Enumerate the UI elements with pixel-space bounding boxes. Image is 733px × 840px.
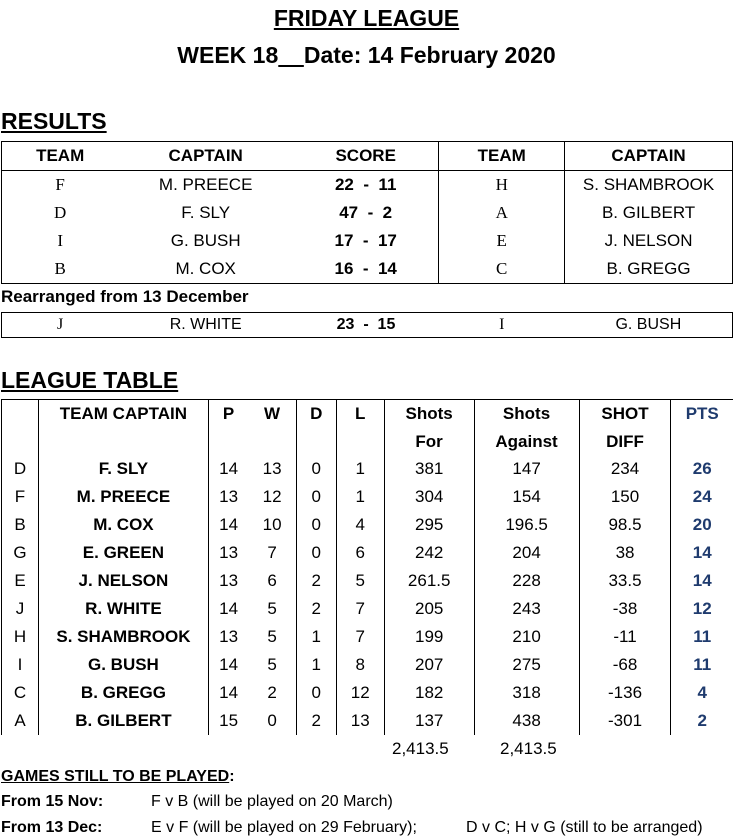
league-heading: LEAGUE TABLE — [1, 367, 179, 393]
shots-against-cell: 210 — [474, 623, 579, 651]
played-cell: 13 — [208, 483, 248, 511]
team-letter-cell: H — [13, 627, 27, 646]
captain-cell: B. GREGG — [565, 255, 733, 284]
captain-cell: R. WHITE — [38, 595, 208, 623]
col-shots-against: Shots — [474, 400, 579, 429]
col-captain: CAPTAIN — [168, 146, 243, 165]
shot-diff-cell: 98.5 — [579, 511, 671, 539]
team-letter-cell: B — [14, 515, 26, 534]
captain-cell: S. SHAMBROOK — [565, 171, 733, 200]
lost-cell: 4 — [336, 511, 384, 539]
lost-cell: 7 — [336, 595, 384, 623]
won-cell: 0 — [267, 711, 277, 730]
played-cell: 13 — [208, 623, 248, 651]
col-score: SCORE — [335, 146, 396, 165]
col-shot-diff: SHOT — [579, 400, 671, 429]
games-heading — [1, 768, 235, 786]
shot-diff-cell: 38 — [579, 539, 671, 567]
team-letter-cell: D — [13, 459, 27, 478]
table-row — [2, 313, 733, 338]
team-cell: I — [499, 316, 505, 333]
score-cell: 47 - 2 — [339, 203, 393, 222]
played-cell: 14 — [208, 595, 248, 623]
team-letter-cell: G — [13, 543, 27, 562]
lost-cell: 1 — [336, 455, 384, 483]
won-cell: 2 — [267, 683, 277, 702]
won-cell: 13 — [262, 459, 282, 478]
shots-against-cell: 204 — [474, 539, 579, 567]
captain-cell: M. COX — [175, 259, 236, 278]
team-letter-cell: F — [14, 487, 26, 506]
table-row — [2, 707, 733, 735]
team-cell: I — [57, 231, 63, 250]
games-item-text-2: D v C; H v G (still to be arranged) — [466, 819, 703, 836]
page-subtitle — [0, 42, 733, 69]
col-shots-against-2: Against — [474, 428, 579, 456]
total-shots-for: 2,413.5 — [392, 739, 449, 758]
team-cell: C — [439, 255, 565, 284]
table-row — [2, 171, 733, 200]
team-letter-cell: A — [14, 711, 26, 730]
drawn-cell: 0 — [296, 539, 336, 567]
shots-for-cell: 242 — [384, 539, 474, 567]
lost-cell: 13 — [336, 707, 384, 735]
col-shots-for: Shots — [384, 400, 474, 429]
points-cell: 11 — [671, 651, 733, 679]
col-shot-diff-2: DIFF — [579, 428, 671, 456]
shots-against-cell: 196.5 — [474, 511, 579, 539]
team-letter-cell: I — [17, 655, 23, 674]
team-cell: J — [57, 316, 64, 333]
captain-cell: F. SLY — [181, 203, 231, 222]
table-row — [2, 511, 733, 539]
games-item-label: From 13 Dec: — [1, 819, 103, 836]
table-row — [2, 651, 733, 679]
drawn-cell: 1 — [296, 623, 336, 651]
captain-cell: J. NELSON — [38, 567, 208, 595]
won-cell: 7 — [267, 543, 277, 562]
captain-cell: M. PREECE — [38, 483, 208, 511]
drawn-cell: 1 — [296, 651, 336, 679]
week-label: WEEK 18 — [177, 42, 279, 68]
col-team-captain: TEAM CAPTAIN — [38, 400, 208, 457]
lost-cell: 8 — [336, 651, 384, 679]
col-lost: L — [336, 400, 384, 457]
points-cell: 14 — [671, 539, 733, 567]
team-cell: D — [54, 203, 67, 222]
points-cell: 2 — [671, 707, 733, 735]
played-cell: 14 — [208, 511, 248, 539]
played-cell: 14 — [208, 651, 248, 679]
shot-diff-cell: 150 — [579, 483, 671, 511]
rearranged-label: Rearranged from 13 December — [1, 287, 249, 306]
table-row — [2, 679, 733, 707]
drawn-cell: 0 — [296, 455, 336, 483]
drawn-cell: 2 — [296, 595, 336, 623]
shot-diff-cell: -301 — [579, 707, 671, 735]
table-row — [2, 455, 733, 483]
team-letter-cell: J — [15, 599, 25, 618]
captain-cell: E. GREEN — [38, 539, 208, 567]
col-team-2: TEAM — [439, 142, 565, 171]
captain-cell: M. COX — [38, 511, 208, 539]
shots-for-cell: 304 — [384, 483, 474, 511]
table-row — [2, 539, 733, 567]
col-shots-for-2: For — [384, 428, 474, 456]
shots-for-cell: 205 — [384, 595, 474, 623]
results-heading: RESULTS — [1, 108, 107, 134]
table-row — [2, 199, 733, 227]
team-letter-header — [2, 400, 39, 457]
results-header-row — [2, 142, 733, 171]
shot-diff-cell: -68 — [579, 651, 671, 679]
played-cell: 15 — [208, 707, 248, 735]
played-cell: 13 — [208, 567, 248, 595]
shots-against-cell: 147 — [474, 455, 579, 483]
games-heading-colon: : — [229, 768, 235, 785]
points-cell: 11 — [671, 623, 733, 651]
shots-for-cell: 137 — [384, 707, 474, 735]
table-row — [2, 483, 733, 511]
shots-against-cell: 228 — [474, 567, 579, 595]
points-cell: 14 — [671, 567, 733, 595]
table-row — [2, 623, 733, 651]
drawn-cell: 2 — [296, 567, 336, 595]
shot-diff-cell: -38 — [579, 595, 671, 623]
shots-for-cell: 295 — [384, 511, 474, 539]
shots-for-cell: 381 — [384, 455, 474, 483]
team-letter-cell: C — [13, 683, 27, 702]
score-cell: 17 - 17 — [334, 231, 397, 250]
team-cell: H — [439, 171, 565, 200]
page-title: FRIDAY LEAGUE — [273, 5, 460, 31]
rearranged-table — [1, 312, 733, 338]
captain-cell: G. BUSH — [615, 316, 682, 333]
table-row — [2, 255, 733, 284]
games-item-label: From 15 Nov: — [1, 793, 104, 810]
shots-for-cell: 261.5 — [384, 567, 474, 595]
won-cell: 5 — [267, 599, 277, 618]
won-cell: 10 — [262, 515, 282, 534]
points-cell: 26 — [671, 455, 733, 483]
results-table — [1, 141, 733, 284]
lost-cell: 12 — [336, 679, 384, 707]
team-cell: A — [439, 199, 565, 227]
games-item-text: E v F (will be played on 29 February); — [151, 819, 417, 836]
lost-cell: 7 — [336, 623, 384, 651]
team-letter-cell: E — [14, 571, 26, 590]
shot-diff-cell: -136 — [579, 679, 671, 707]
captain-cell: B. GREGG — [38, 679, 208, 707]
league-table-body — [1, 455, 733, 735]
table-row — [2, 227, 733, 255]
shots-for-cell: 182 — [384, 679, 474, 707]
won-cell: 6 — [267, 571, 277, 590]
points-cell: 4 — [671, 679, 733, 707]
lost-cell: 6 — [336, 539, 384, 567]
shots-against-cell: 318 — [474, 679, 579, 707]
drawn-cell: 0 — [296, 679, 336, 707]
shots-against-cell: 275 — [474, 651, 579, 679]
lost-cell: 1 — [336, 483, 384, 511]
table-row — [2, 595, 733, 623]
team-cell: E — [439, 227, 565, 255]
points-cell: 20 — [671, 511, 733, 539]
won-cell: 12 — [262, 487, 282, 506]
played-cell: 14 — [208, 455, 248, 483]
captain-cell: M. PREECE — [158, 175, 253, 194]
won-cell: 5 — [267, 627, 277, 646]
played-cell: 14 — [208, 679, 248, 707]
league-header-row — [2, 400, 733, 429]
played-cell: 13 — [208, 539, 248, 567]
captain-cell: J. NELSON — [565, 227, 733, 255]
col-team: TEAM — [36, 146, 85, 165]
points-cell: 24 — [671, 483, 733, 511]
points-cell: 12 — [671, 595, 733, 623]
won-cell: 5 — [267, 655, 277, 674]
shot-diff-cell: 234 — [579, 455, 671, 483]
captain-cell: S. SHAMBROOK — [38, 623, 208, 651]
col-won: W — [263, 404, 281, 423]
lost-cell: 5 — [336, 567, 384, 595]
col-captain-2: CAPTAIN — [565, 142, 733, 171]
table-row — [2, 567, 733, 595]
captain-cell: G. BUSH — [170, 231, 241, 250]
captain-cell: B. GILBERT — [38, 707, 208, 735]
team-cell: F — [55, 175, 65, 194]
drawn-cell: 0 — [296, 511, 336, 539]
captain-cell: B. GILBERT — [565, 199, 733, 227]
total-shots-against: 2,413.5 — [500, 739, 557, 758]
drawn-cell: 2 — [296, 707, 336, 735]
league-table — [1, 399, 733, 456]
games-heading-text: GAMES STILL TO BE PLAYED — [1, 768, 230, 785]
captain-cell: F. SLY — [38, 455, 208, 483]
col-played: P — [208, 400, 248, 457]
shots-for-cell: 207 — [384, 651, 474, 679]
team-cell: B — [54, 259, 66, 278]
score-cell: 23 - 15 — [336, 316, 396, 333]
shots-against-cell: 438 — [474, 707, 579, 735]
shot-diff-cell: -11 — [579, 623, 671, 651]
shot-diff-cell: 33.5 — [579, 567, 671, 595]
captain-cell: G. BUSH — [38, 651, 208, 679]
drawn-cell: 0 — [296, 483, 336, 511]
captain-cell: R. WHITE — [169, 316, 242, 333]
shots-for-cell: 199 — [384, 623, 474, 651]
score-cell: 16 - 14 — [334, 259, 397, 278]
score-cell: 22 - 11 — [334, 175, 397, 194]
games-item-text: F v B (will be played on 20 March) — [151, 793, 393, 810]
date-label: Date: 14 February 2020 — [303, 42, 556, 68]
col-drawn: D — [296, 400, 336, 457]
shots-against-cell: 243 — [474, 595, 579, 623]
col-points: PTS — [671, 400, 733, 457]
shots-against-cell: 154 — [474, 483, 579, 511]
